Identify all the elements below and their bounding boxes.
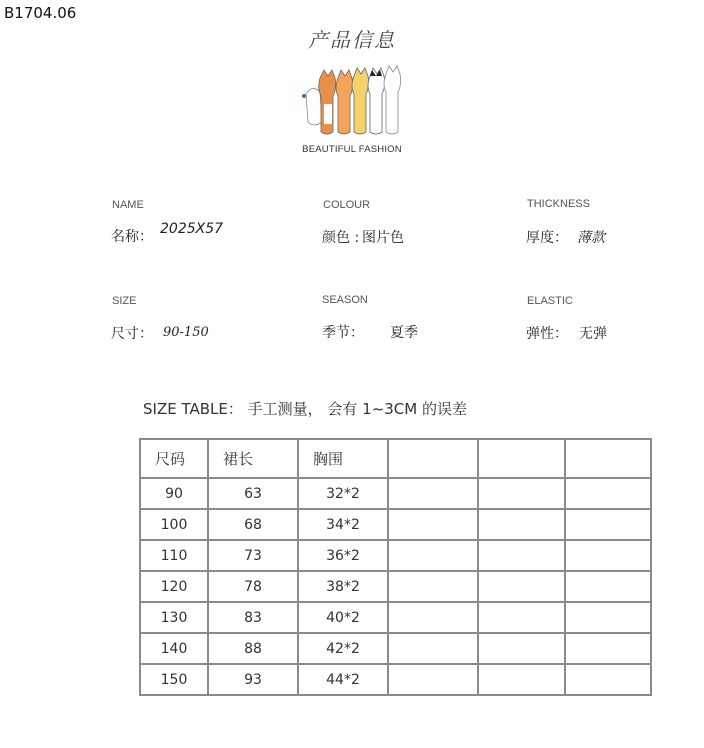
thickness-label-cn: 厚度： bbox=[526, 230, 568, 246]
table-cell bbox=[478, 602, 565, 633]
table-cell: 100 bbox=[140, 509, 208, 540]
table-cell: 120 bbox=[140, 571, 208, 602]
table-cell: 32*2 bbox=[298, 478, 388, 509]
size-value: 90-150 bbox=[163, 325, 209, 340]
table-cell: 63 bbox=[208, 478, 298, 509]
cats-logo-illustration bbox=[296, 64, 416, 142]
header-cell: 裙长 bbox=[208, 439, 298, 478]
size-table bbox=[139, 438, 652, 696]
table-cell: 130 bbox=[140, 602, 208, 633]
product-code: B1704.06 bbox=[4, 4, 77, 22]
table-cell bbox=[565, 509, 651, 540]
table-cell bbox=[565, 540, 651, 571]
table-cell bbox=[478, 633, 565, 664]
table-row bbox=[140, 509, 651, 540]
table-cell bbox=[388, 664, 478, 695]
colour-value: 图片色 bbox=[362, 230, 404, 246]
size-table-header-row bbox=[140, 439, 651, 478]
season-label-en: SEASON bbox=[322, 294, 368, 306]
thickness-label-en: THICKNESS bbox=[527, 198, 590, 210]
page-title: 产品信息 bbox=[308, 28, 396, 52]
table-cell bbox=[565, 664, 651, 695]
name-label-cn: 名称： bbox=[111, 229, 153, 245]
table-cell: 68 bbox=[208, 509, 298, 540]
table-cell bbox=[388, 509, 478, 540]
table-cell: 150 bbox=[140, 664, 208, 695]
size-table-note: SIZE TABLE： 手工测量， 会有 1~3CM 的误差 bbox=[143, 400, 467, 418]
elastic-label-en: ELASTIC bbox=[527, 295, 573, 307]
season-label-cn: 季节： bbox=[322, 325, 364, 341]
table-cell: 44*2 bbox=[298, 664, 388, 695]
table-cell bbox=[478, 509, 565, 540]
table-cell: 38*2 bbox=[298, 571, 388, 602]
table-row bbox=[140, 571, 651, 602]
table-cell bbox=[478, 664, 565, 695]
thickness-value: 薄款 bbox=[577, 230, 605, 246]
table-cell: 42*2 bbox=[298, 633, 388, 664]
size-label-cn: 尺寸： bbox=[111, 326, 153, 342]
table-cell: 73 bbox=[208, 540, 298, 571]
table-cell bbox=[565, 633, 651, 664]
table-cell bbox=[565, 602, 651, 633]
table-cell bbox=[478, 540, 565, 571]
table-cell bbox=[565, 478, 651, 509]
table-cell bbox=[388, 540, 478, 571]
table-cell: 90 bbox=[140, 478, 208, 509]
colour-label-en: COLOUR bbox=[323, 199, 371, 211]
table-row bbox=[140, 602, 651, 633]
table-cell: 140 bbox=[140, 633, 208, 664]
elastic-value: 无弹 bbox=[579, 326, 607, 342]
table-cell: 40*2 bbox=[298, 602, 388, 633]
header-cell bbox=[565, 439, 651, 478]
table-row bbox=[140, 540, 651, 571]
name-value: 2025X57 bbox=[160, 221, 224, 237]
table-cell: 88 bbox=[208, 633, 298, 664]
table-cell: 78 bbox=[208, 571, 298, 602]
table-cell: 93 bbox=[208, 664, 298, 695]
table-row bbox=[140, 664, 651, 695]
table-cell bbox=[478, 478, 565, 509]
header-cell: 尺码 bbox=[140, 439, 208, 478]
elastic-label-cn: 弹性： bbox=[526, 326, 568, 342]
header-cell: 胸围 bbox=[298, 439, 388, 478]
table-row bbox=[140, 633, 651, 664]
table-cell bbox=[565, 571, 651, 602]
table-cell: 36*2 bbox=[298, 540, 388, 571]
table-cell: 110 bbox=[140, 540, 208, 571]
logo-caption: BEAUTIFUL FASHION bbox=[302, 144, 402, 155]
table-cell bbox=[388, 478, 478, 509]
table-cell bbox=[388, 571, 478, 602]
name-label-en: NAME bbox=[112, 199, 144, 211]
table-cell: 83 bbox=[208, 602, 298, 633]
table-cell bbox=[478, 571, 565, 602]
header-cell bbox=[478, 439, 565, 478]
table-cell: 34*2 bbox=[298, 509, 388, 540]
header-cell bbox=[388, 439, 478, 478]
table-cell bbox=[388, 633, 478, 664]
table-cell bbox=[388, 602, 478, 633]
size-label-en: SIZE bbox=[112, 295, 137, 307]
colour-label-cn: 颜色 : bbox=[322, 230, 360, 246]
table-row bbox=[140, 478, 651, 509]
season-value: 夏季 bbox=[390, 325, 418, 341]
